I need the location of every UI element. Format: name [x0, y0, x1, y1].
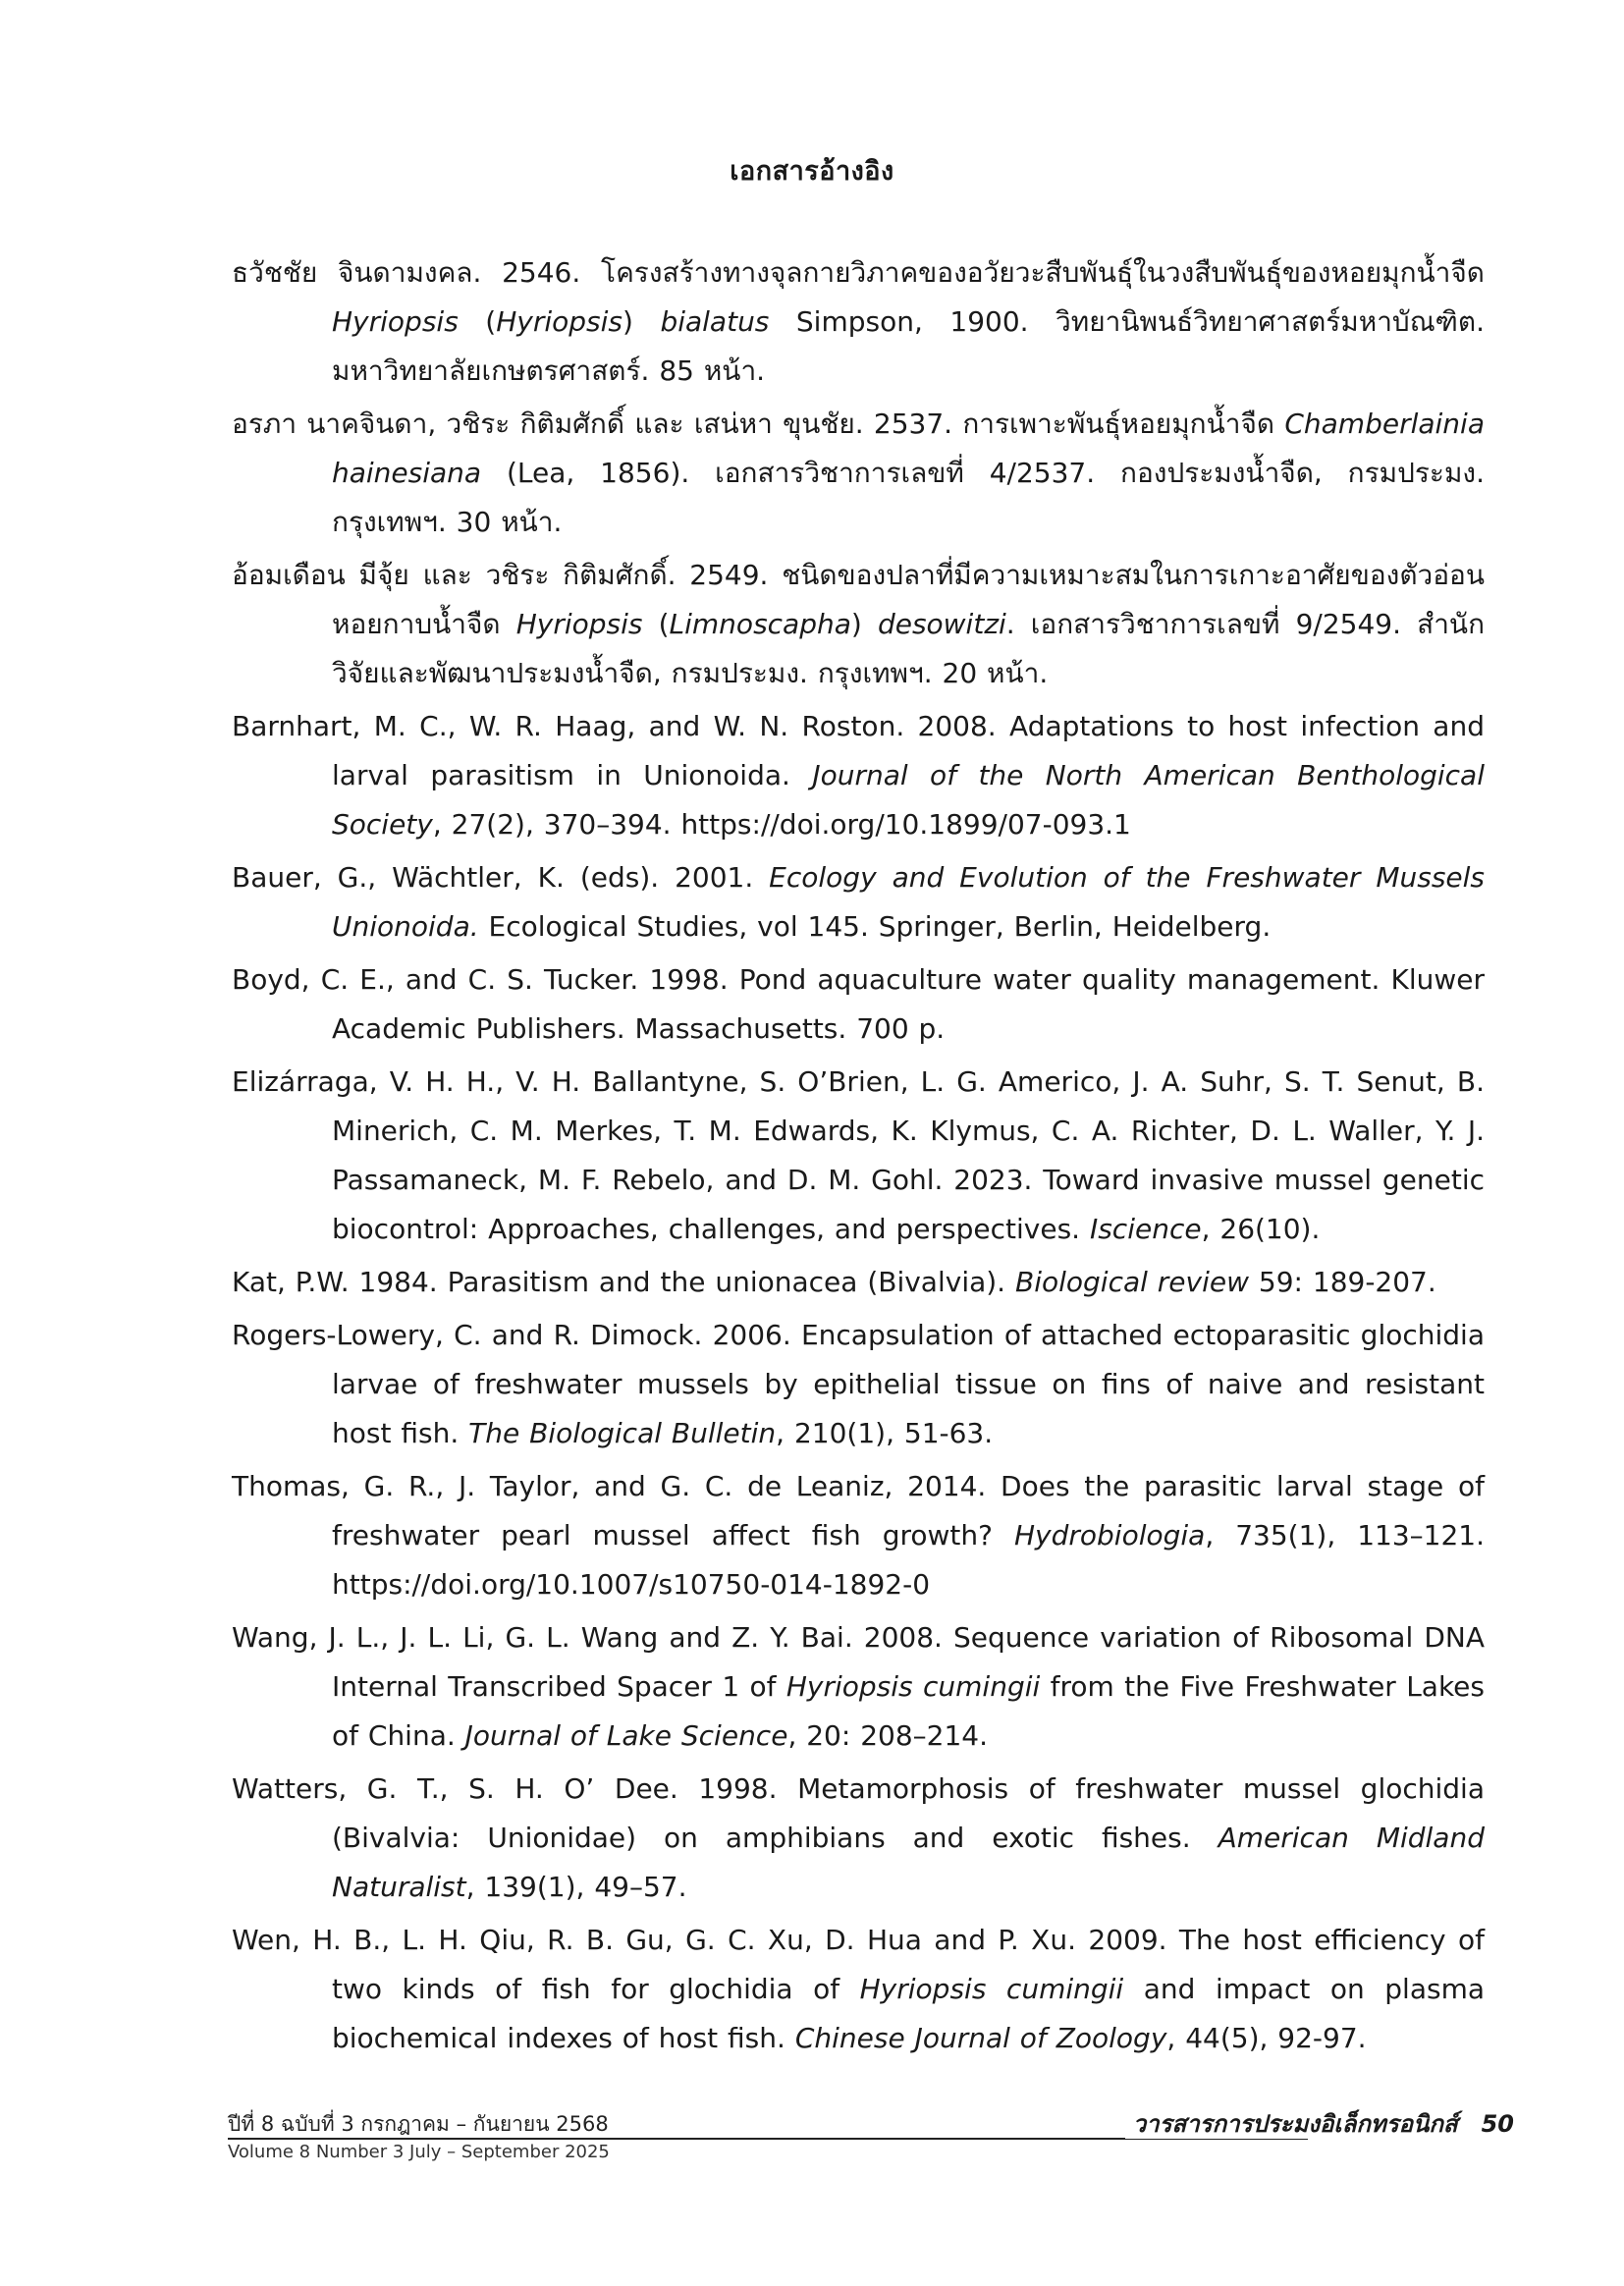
reference-entry — [232, 1311, 1485, 1458]
reference-italic-text: Limnoscapha — [669, 608, 851, 640]
reference-text: , 139(1), 49–57. — [465, 1871, 687, 1903]
footer-issue-info — [228, 2109, 610, 2166]
page-number: 50 — [1481, 2110, 1514, 2138]
reference-entry — [232, 1058, 1485, 1254]
reference-text: Thomas, G. R., J. Taylor, and G. C. de Leaniz, 2014. Does the parasitic larval stage of freshwater pearl mussel affect fish growth? — [232, 1470, 1485, 1551]
reference-text: Barnhart, M. C., W. R. Haag, and W. N. Roston. 2008. Adaptations to host infection and larval parasitism in Unionoida. — [232, 710, 1485, 791]
reference-text: ) — [623, 305, 661, 338]
reference-text: from the Five Freshwater Lakes of China. — [332, 1670, 1485, 1752]
reference-entry — [232, 551, 1485, 698]
reference-text: Boyd, C. E., and C. S. Tucker. 1998. Pond aquaculture water quality management. Kluwer Academic Publishers. Massachusetts. 700 p. — [232, 963, 1485, 1045]
reference-text: Kat, P.W. 1984. Parasitism and the unionacea (Bivalvia). — [232, 1266, 1015, 1298]
reference-entry — [232, 1765, 1485, 1912]
reference-text: and impact on plasma biochemical indexes of host fish. — [332, 1973, 1486, 2054]
reference-entry — [232, 1258, 1485, 1307]
reference-italic-text: Chinese Journal of Zoology — [794, 2022, 1167, 2054]
reference-entry — [232, 400, 1485, 547]
reference-text: ธวัชชัย จินดามงคล. 2546. โครงสร้างทางจุลกายวิภาคของอวัยวะสืบพันธุ์ในวงสืบพันธุ์ของหอยมุกน้ำจืด — [232, 256, 1485, 289]
reference-text: , 210(1), 51-63. — [776, 1417, 994, 1449]
reference-entry — [232, 853, 1485, 952]
reference-text: Bauer, G., Wächtler, K. (eds). 2001. — [232, 861, 770, 894]
reference-text: , 26(10). — [1201, 1213, 1321, 1245]
reference-italic-text: Chamberlainia hainesiana — [332, 408, 1485, 489]
reference-entry — [232, 1462, 1485, 1609]
reference-italic-text: The Biological Bulletin — [468, 1417, 777, 1449]
reference-italic-text: Hydrobiologia — [1013, 1519, 1206, 1551]
reference-text: Wang, J. L., J. L. Li, G. L. Wang and Z. Y. Bai. 2008. Sequence variation of Ribosomal DNA Internal Transcribed Spacer 1 of — [232, 1621, 1485, 1703]
reference-text: อรภา นาคจินดา, วชิระ กิติมศักดิ์ และ เสน่หา ขุนชัย. 2537. การเพาะพันธุ์หอยมุกน้ำจืด — [232, 408, 1285, 440]
page-footer — [228, 2109, 1514, 2178]
reference-italic-text: bialatus — [660, 305, 770, 338]
reference-italic-text: desowitzi — [877, 608, 1006, 640]
reference-text: , 27(2), 370–394. https://doi.org/10.1899/07-093.1 — [432, 808, 1131, 841]
reference-italic-text: Ecology and Evolution of the Freshwater Mussels Unionoida. — [332, 861, 1486, 943]
reference-italic-text: Hyriopsis — [496, 305, 623, 338]
footer-journal-name: วารสารการประมงอิเล็กทรอนิกส์ — [1132, 2110, 1458, 2138]
reference-text: อ้อมเดือน มีจุ้ย และ วชิระ กิติมศักดิ์. 2549. ชนิดของปลาที่มีความเหมาะสมในการเกาะอาศัยของตัวอ่อนหอยกาบน้ำจืด — [232, 559, 1485, 640]
reference-entry — [232, 1613, 1485, 1761]
reference-text: Watters, G. T., S. H. O’ Dee. 1998. Metamorphosis of freshwater mussel glochidia (Bivalvia: Unionidae) on amphibians and exotic fishes. — [232, 1772, 1485, 1854]
reference-entry — [232, 702, 1485, 849]
reference-italic-text: American Midland Naturalist — [332, 1822, 1485, 1903]
reference-italic-text: Journal of the North American Benthological Society — [332, 759, 1485, 841]
reference-text: Ecological Studies, vol 145. Springer, Berlin, Heidelberg. — [478, 910, 1272, 943]
reference-italic-text: Hyriopsis cumingii — [785, 1670, 1041, 1703]
reference-italic-text: Journal of Lake Science — [464, 1719, 788, 1752]
footer-journal — [1125, 2109, 1514, 2139]
reference-italic-text: Iscience — [1089, 1213, 1202, 1245]
reference-text: , 20: 208–214. — [787, 1719, 988, 1752]
footer-issue-english: Volume 8 Number 3 July – September 2025 — [228, 2142, 610, 2162]
reference-text: 59: 189-207. — [1249, 1266, 1436, 1298]
reference-italic-text: Biological review — [1014, 1266, 1250, 1298]
reference-text: , 735(1), 113–121. https://doi.org/10.1007/s10750-014-1892-0 — [332, 1519, 1485, 1601]
reference-text: Rogers-Lowery, C. and R. Dimock. 2006. Encapsulation of attached ectoparasitic glochidia larvae of freshwater mussels by epithelial tissue on fins of naive and resistant host fish. — [232, 1319, 1485, 1449]
reference-text: ( — [642, 608, 670, 640]
reference-text: ( — [458, 305, 497, 338]
reference-italic-text: Hyriopsis — [515, 608, 643, 640]
reference-entry — [232, 955, 1485, 1054]
page-heading: เอกสารอ้างอิง — [730, 156, 894, 187]
reference-text: ) — [850, 608, 878, 640]
reference-list — [232, 248, 1485, 2067]
footer-issue-thai: ปีที่ 8 ฉบับที่ 3 กรกฎาคม – กันยายน 2568 — [228, 2112, 609, 2136]
reference-entry — [232, 248, 1485, 396]
reference-text: Wen, H. B., L. H. Qiu, R. B. Gu, G. C. Xu, D. Hua and P. Xu. 2009. The host efficiency of two kinds of fish for glochidia of — [232, 1924, 1485, 2005]
reference-italic-text: Hyriopsis cumingii — [859, 1973, 1124, 2005]
reference-text: Elizárraga, V. H. H., V. H. Ballantyne, S. O’Brien, L. G. Americo, J. A. Suhr, S. T. Senut, B. Minerich, C. M. Merkes, T. M. Edwards, K. Klymus, C. A. Richter, D. L. Waller, Y. J. Passamaneck, M. F. Rebelo, and D. M. Gohl. 2023. Toward invasive mussel genetic biocontrol: Approaches, challenges, and perspectives. — [232, 1065, 1485, 1245]
reference-text: Simpson, 1900. วิทยานิพนธ์วิทยาศาสตร์มหาบัณฑิต. มหาวิทยาลัยเกษตรศาสตร์. 85 หน้า. — [332, 305, 1486, 387]
reference-text: (Lea, 1856). เอกสารวิชาการเลขที่ 4/2537. กองประมงน้ำจืด, กรมประมง. กรุงเทพฯ. 30 หน้า. — [332, 457, 1485, 538]
reference-text: , 44(5), 92-97. — [1166, 2022, 1367, 2054]
reference-text: . เอกสารวิชาการเลขที่ 9/2549. สำนักวิจัยและพัฒนาประมงน้ำจืด, กรมประมง. กรุงเทพฯ. 20 หน้า. — [332, 608, 1486, 689]
reference-entry — [232, 1916, 1485, 2063]
reference-italic-text: Hyriopsis — [332, 305, 459, 338]
